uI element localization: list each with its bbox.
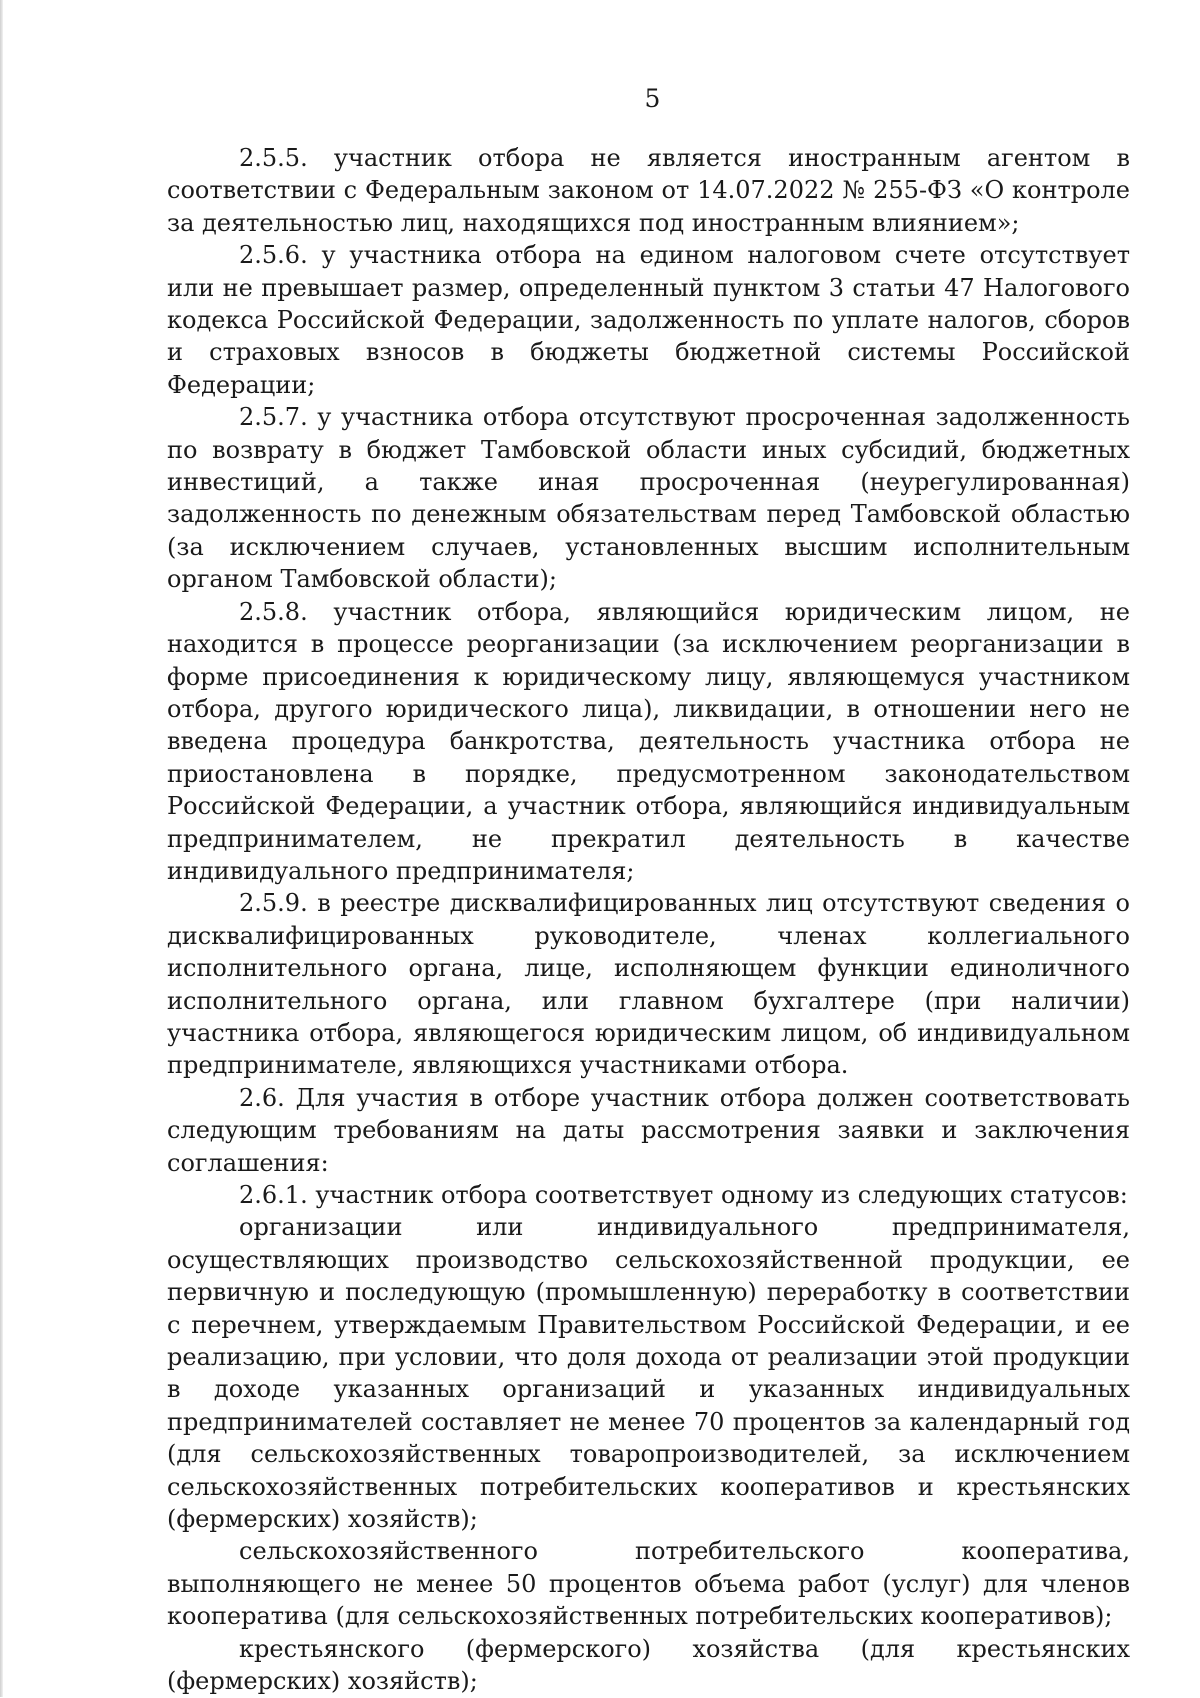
paragraph-2-5-9: 2.5.9. в реестре дисквалифицированных лиц отсутствуют сведения о дисквалифицированных руководителе, членах коллегиального исполнительного органа, лице, исполняющем функции единоличного исполнительного органа, или главном бухгалтере (при наличии) участника отбора, являющегося юридическим лицом, об индивидуальном предпринимателе, являющихся участниками отбора. — [167, 889, 1130, 1080]
paragraph-status-organization: организации или индивидуального предпринимателя, осуществляющих производство сельскохозяйственной продукции, ее первичную и последующую (промышленную) переработку в соответствии с перечнем, утверждаемым Правительством Российской Федерации, и ее реализацию, при условии, что доля дохода от реализации этой продукции в доходе указанных организаций и указанных индивидуальных предпринимателей составляет не менее 70 процентов за календарный год (для сельскохозяйственных товаропроизводителей, за исключением сельскохозяйственных потребительских кооперативов и крестьянских (фермерских) хозяйств); — [167, 1213, 1130, 1534]
paragraph-status-farm: крестьянского (фермерского) хозяйства (для крестьянских (фермерских) хозяйств); — [167, 1634, 1130, 1696]
paragraph-2-6: 2.6. Для участия в отборе участник отбора должен соответствовать следующим требованиям на даты рассмотрения заявки и заключения соглашения: — [167, 1083, 1130, 1177]
paragraph-2-5-7: 2.5.7. у участника отбора отсутствуют просроченная задолженность по возврату в бюджет Тамбовской области иных субсидий, бюджетных инвестиций, а также иная просроченная (неурегулированная) задолженность по денежным обязательствам перед Тамбовской областью (за исключением случаев, установленных высшим исполнительным органом Тамбовской области); — [167, 403, 1130, 594]
paragraph-2-5-5: 2.5.5. участник отбора не является иностранным агентом в соответствии с Федеральным законом от 14.07.2022 № 255-ФЗ «О контроле за деятельностью лиц, находящихся под иностранным влиянием»; — [167, 144, 1130, 237]
paragraph-2-5-8: 2.5.8. участник отбора, являющийся юридическим лицом, не находится в процессе реорганизации (за исключением реорганизации в форме присоединения к юридическому лицу, являющемуся участником отбора, другого юридического лица), ликвидации, в отношении него не введена процедура банкротства, деятельность участника отбора не приостановлена в порядке, предусмотренном законодательством Российской Федерации, а участник отбора, являющийся индивидуальным предпринимателем, не прекратил деятельность в качестве индивидуального предпринимателя; — [167, 597, 1130, 885]
page-number: 5 — [644, 84, 661, 113]
paragraph-2-5-6: 2.5.6. у участника отбора на едином налоговом счете отсутствует или не превышает размер, определенный пунктом 3 статьи 47 Налогового кодекса Российской Федерации, задолженность по уплате налогов, сборов и страховых взносов в бюджеты бюджетной системы Российской Федерации; — [167, 241, 1130, 399]
paragraph-status-cooperative: сельскохозяйственного потребительского кооператива, выполняющего не менее 50 процентов объема работ (услуг) для членов кооператива (для сельскохозяйственных потребительских кооперативов); — [167, 1537, 1130, 1631]
scan-edge — [0, 0, 3, 1697]
paragraph-2-6-1: 2.6.1. участник отбора соответствует одному из следующих статусов: — [239, 1181, 1128, 1209]
document-body — [167, 142, 1130, 1698]
